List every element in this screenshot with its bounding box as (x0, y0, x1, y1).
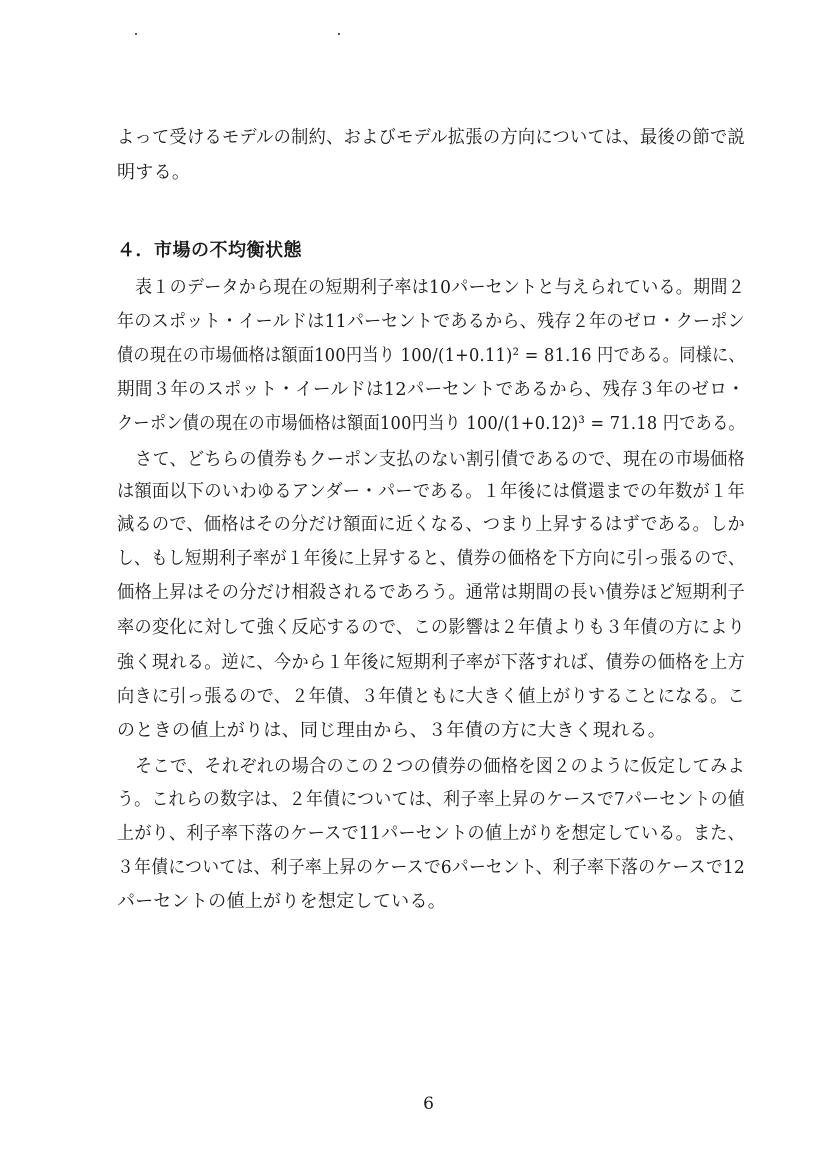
paragraph-line: 強く現れる。逆に、今から１年後に短期利子率が下落すれば、債券の価格を上方 (117, 652, 745, 673)
paragraph-line: う。これらの数字は、２年債については、利子率上昇のケースで7パーセントの値 (117, 789, 745, 810)
paragraph-line: 減るので、価格はその分だけ額面に近くなる、つまり上昇するはずである。しか (117, 514, 745, 535)
paragraph-line: 表１のデータから現在の短期利子率は10パーセントと与えられている。期間２ (135, 277, 745, 298)
paragraph-line: 期間３年のスポット・イールドは12パーセントであるから、残存３年のゼロ・ (117, 379, 745, 400)
section-heading: ４．市場の不均衡状態 (117, 240, 302, 261)
paragraph-line: 上がり、利子率下落のケースで11パーセントの値上がりを想定している。また、 (117, 823, 745, 844)
paragraph-line: ３年債については、利子率上昇のケースで6パーセント、利子率下落のケースで12 (117, 857, 745, 878)
paragraph-line: さて、どちらの債券もクーポン支払のない割引債であるので、現在の市場価格 (135, 449, 745, 470)
intro-line: 明する。 (117, 162, 191, 183)
paragraph-line: し、もし短期利子率が１年後に上昇すると、債券の価格を下方向に引っ張るので、 (117, 548, 745, 569)
paragraph-line: 向きに引っ張るので、２年債、３年債ともに大きく値上がりすることになる。こ (117, 686, 745, 707)
paragraph-line: のときの値上がりは、同じ理由から、３年債の方に大きく現れる。 (117, 720, 666, 741)
paragraph-line: パーセントの値上がりを想定している。 (117, 891, 447, 912)
paragraph-line: 債の現在の市場価格は額面100円当り 100/(1+0.11)² = 81.16 円である。同様に、 (117, 345, 745, 366)
paragraph-line: 価格上昇はその分だけ相殺されるであろう。通常は期間の長い債券ほど短期利子 (117, 582, 745, 603)
intro-line: よって受けるモデルの制約、およびモデル拡張の方向については、最後の節で説 (117, 127, 745, 148)
paragraph-line: 年のスポット・イールドは11パーセントであるから、残存２年のゼロ・クーポン (117, 311, 745, 332)
scan-speck (338, 33, 340, 35)
paragraph-line: 率の変化に対して強く反応するので、この影響は２年債よりも３年債の方により (117, 617, 745, 638)
paragraph-line: は額面以下のいわゆるアンダー・パーである。１年後には償還までの年数が１年 (117, 481, 745, 502)
scan-speck (135, 33, 137, 35)
page-number: 6 (423, 1094, 434, 1114)
paragraph-line: クーポン債の現在の市場価格は額面100円当り 100/(1+0.12)³ = 71.18 円である。 (117, 413, 745, 434)
paragraph-line: そこで、それぞれの場合のこの２つの債券の価格を図２のように仮定してみよ (135, 756, 745, 777)
